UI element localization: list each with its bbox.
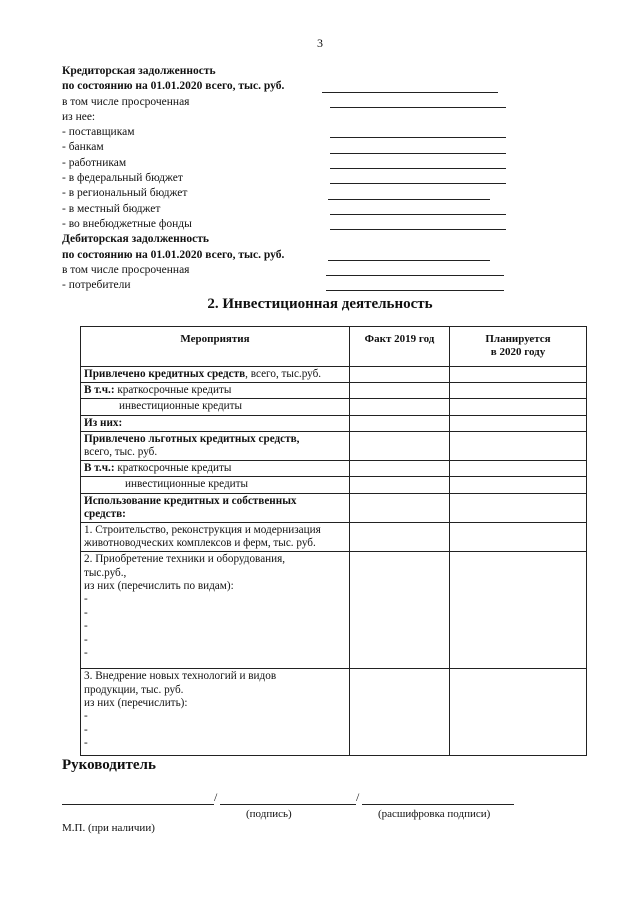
debtor-consumers-field[interactable]	[326, 290, 504, 291]
signature-caption: (подпись)	[246, 808, 292, 820]
fact-cell[interactable]	[350, 552, 450, 669]
creditor-title-1: Кредиторская задолженность	[62, 65, 216, 77]
fact-cell[interactable]	[350, 383, 450, 399]
creditor-of-them: из нее:	[62, 110, 96, 123]
list-dash: -	[84, 647, 88, 660]
debtor-overdue-field[interactable]	[326, 275, 504, 276]
creditor-item-row	[62, 125, 522, 140]
fact-cell[interactable]	[350, 415, 450, 431]
header-events: Мероприятия	[81, 327, 350, 367]
table-row	[81, 477, 587, 493]
table-row	[81, 431, 587, 460]
creditor-item-label: - банкам	[62, 141, 104, 154]
row-technologies: 3. Внедрение новых технологий и видов продукции, тыс. руб. из них (перечислить): - - -	[81, 669, 350, 756]
fact-cell[interactable]	[350, 477, 450, 493]
table-row	[81, 523, 587, 552]
creditor-item-field[interactable]	[330, 229, 506, 230]
creditor-item-label: - работникам	[62, 156, 127, 169]
fact-cell[interactable]	[350, 367, 450, 383]
creditor-item-field[interactable]	[330, 168, 506, 169]
table-row	[81, 383, 587, 399]
plan-cell[interactable]	[450, 493, 587, 522]
creditor-item-label: - поставщикам	[62, 126, 135, 139]
plan-cell[interactable]	[450, 383, 587, 399]
creditor-item-label: - в местный бюджет	[62, 202, 161, 215]
position-line[interactable]	[62, 804, 214, 805]
creditor-total-row	[62, 79, 522, 94]
page-number: 3	[317, 36, 323, 50]
list-dash: -	[84, 737, 88, 750]
slash-2: /	[356, 790, 360, 804]
list-dash: -	[84, 633, 88, 646]
creditor-overdue-field[interactable]	[330, 107, 506, 108]
row-construction: 1. Строительство, реконструкция и модернизация животноводческих комплексов и ферм, тыс. руб.	[81, 523, 350, 552]
plan-cell[interactable]	[450, 461, 587, 477]
header-fact: Факт 2019 год	[350, 327, 450, 367]
row-short-term: В т.ч.: краткосрочные кредиты	[81, 383, 350, 399]
header-planned: Планируется в 2020 году	[450, 327, 587, 367]
decode-caption: (расшифровка подписи)	[378, 808, 491, 820]
creditor-item-field[interactable]	[330, 214, 506, 215]
table-row	[81, 669, 587, 756]
fact-cell[interactable]	[350, 399, 450, 415]
creditor-item-field[interactable]	[330, 137, 506, 138]
creditor-item-label: - во внебюджетные фонды	[62, 217, 192, 230]
debtor-consumers-row	[62, 278, 522, 293]
fact-cell[interactable]	[350, 431, 450, 460]
debtor-overdue-label: в том числе просроченная	[62, 263, 190, 276]
row-attracted: Привлечено кредитных средств, всего, тыс.руб.	[81, 367, 350, 383]
debtor-total-row	[62, 248, 522, 263]
creditor-title-2: по состоянию на 01.01.2020 всего, тыс. руб.	[62, 80, 285, 93]
debtor-title-2: по состоянию на 01.01.2020 всего, тыс. руб.	[62, 248, 285, 261]
list-dash: -	[84, 723, 88, 736]
plan-cell[interactable]	[450, 477, 587, 493]
head-label: Руководитель	[62, 757, 156, 773]
creditor-item-row	[62, 217, 522, 232]
table-row	[81, 461, 587, 477]
creditor-total-field[interactable]	[322, 92, 498, 93]
creditor-overdue-row	[62, 95, 522, 110]
creditor-item-row	[62, 140, 522, 155]
list-dash: -	[84, 620, 88, 633]
plan-cell[interactable]	[450, 669, 587, 756]
plan-cell[interactable]	[450, 399, 587, 415]
decode-line[interactable]	[362, 804, 514, 805]
creditor-item-row	[62, 186, 522, 201]
row-equipment: 2. Приобретение техники и оборудования, тыс.руб., из них (перечислить по видам): - - - - -	[81, 552, 350, 669]
creditor-item-label: - в федеральный бюджет	[62, 172, 183, 185]
plan-cell[interactable]	[450, 523, 587, 552]
fact-cell[interactable]	[350, 523, 450, 552]
debtor-overdue-row	[62, 263, 522, 278]
creditor-item-field[interactable]	[330, 183, 506, 184]
debtor-total-field[interactable]	[328, 260, 490, 261]
list-dash: -	[84, 606, 88, 619]
table-row	[81, 552, 587, 669]
row-short-term-2: В т.ч.: краткосрочные кредиты	[81, 461, 350, 477]
signature-line[interactable]	[220, 804, 356, 805]
row-preferential: Привлечено льготных кредитных средств, всего, тыс. руб.	[81, 431, 350, 460]
creditor-item-row	[62, 156, 522, 171]
table-row	[81, 367, 587, 383]
slash-1: /	[214, 790, 218, 804]
creditor-item-row	[62, 171, 522, 186]
fact-cell[interactable]	[350, 493, 450, 522]
row-of-them: Из них:	[81, 415, 350, 431]
list-dash: -	[84, 710, 88, 723]
table-header-row	[81, 327, 587, 367]
plan-cell[interactable]	[450, 552, 587, 669]
section-title: 2. Инвестиционная деятельность	[207, 296, 433, 312]
plan-cell[interactable]	[450, 415, 587, 431]
fact-cell[interactable]	[350, 669, 450, 756]
plan-cell[interactable]	[450, 367, 587, 383]
table-row	[81, 493, 587, 522]
debtor-title-1: Дебиторская задолженность	[62, 233, 209, 246]
plan-cell[interactable]	[450, 431, 587, 460]
row-investment-2: инвестиционные кредиты	[81, 477, 350, 493]
creditor-item-label: - в региональный бюджет	[62, 187, 188, 200]
row-use-of-funds: Использование кредитных и собственных средств:	[81, 493, 350, 522]
stamp-label: М.П. (при наличии)	[62, 822, 155, 834]
list-dash: -	[84, 593, 88, 606]
table-row	[81, 399, 587, 415]
creditor-item-field[interactable]	[330, 153, 506, 154]
creditor-item-field[interactable]	[328, 199, 490, 200]
creditor-item-row	[62, 202, 522, 217]
investment-table	[80, 326, 587, 756]
creditor-overdue-label: в том числе просроченная	[62, 95, 190, 108]
fact-cell[interactable]	[350, 461, 450, 477]
debtor-consumers-label: - потребители	[62, 279, 131, 292]
debt-section	[62, 64, 522, 293]
row-investment: инвестиционные кредиты	[81, 399, 350, 415]
table-row	[81, 415, 587, 431]
